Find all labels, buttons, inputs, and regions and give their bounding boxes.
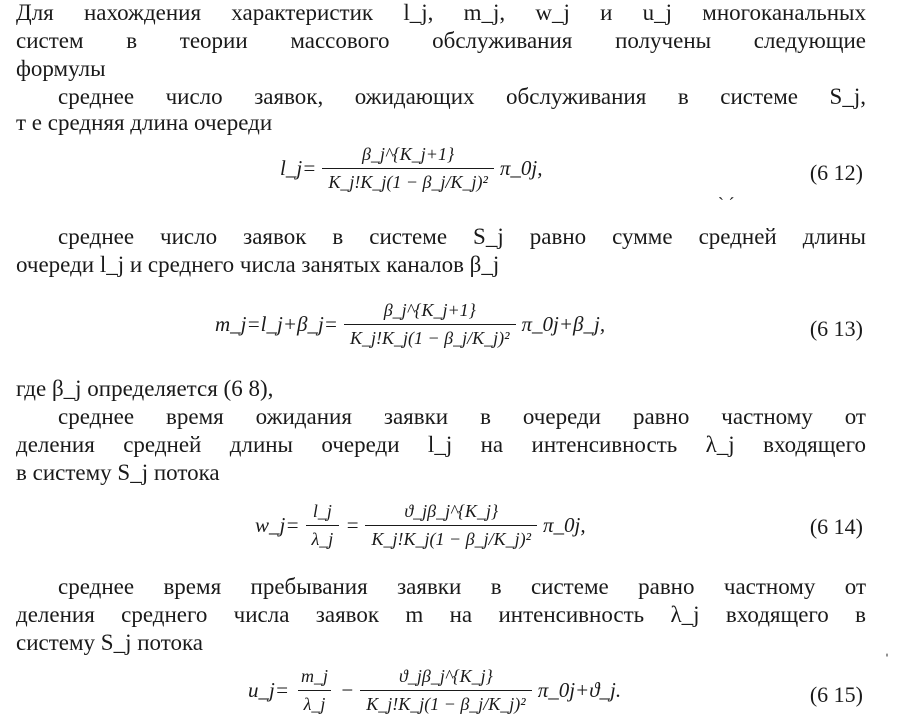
eq12-lhs: l_j= (280, 155, 317, 180)
p3-line-3: деления средней длины очереди l_j на интенсивность λ_j входящего (16, 432, 866, 457)
eq14-tail: π_0j, (543, 512, 586, 537)
eq12-denominator: K_j!K_j(1 − β_j/K_j)² (322, 168, 494, 193)
intro-line-3: формулы (16, 56, 106, 81)
p2-line-2: очереди l_j и среднего числа занятых каналов β_j (16, 252, 500, 277)
eq12-fraction (322, 144, 494, 193)
eq15-lhs-numerator: m_j (301, 665, 329, 686)
eq14-numerator: ϑ_jβ_j^{K_j} (404, 500, 499, 521)
eq14-denominator: K_j!K_j(1 − β_j/K_j)² (365, 525, 537, 550)
eq13-label: (6 13) (809, 316, 863, 341)
stray-mark-2: ˈ (884, 650, 890, 670)
eq14-fraction (365, 501, 537, 550)
p3-line-1: где β_j определяется (6 8), (16, 376, 274, 401)
eq15-lhs-denominator: λ_j (298, 690, 332, 715)
p1-line-1: среднее число заявок, ожидающих обслуживания в системе S_j, (58, 84, 866, 109)
eq15-minus: − (340, 677, 355, 702)
equation-6-13 (215, 292, 605, 356)
equation-6-15 (248, 662, 621, 718)
eq15-label: (6 15) (809, 682, 863, 707)
eq13-lhs: m_j=l_j+β_j= (215, 311, 338, 336)
eq14-lhs-fraction (306, 501, 340, 550)
stray-mark-1: ˋ ˊ (718, 194, 735, 214)
eq15-lhs-prefix: u_j= (248, 677, 290, 702)
eq14-label: (6 14) (809, 514, 863, 539)
eq12-label: (6 12) (809, 160, 863, 185)
eq15-fraction (360, 666, 532, 715)
eq15-denominator: K_j!K_j(1 − β_j/K_j)² (360, 690, 532, 715)
eq14-equals: = (345, 512, 360, 537)
intro-line-2: систем в теории массового обслуживания получены следующие (16, 28, 866, 53)
p4-line-2: деления среднего числа заявок m на интенсивность λ_j входящего в (16, 602, 866, 627)
p3-line-4: в систему S_j потока (16, 460, 220, 485)
p2-line-1: среднее число заявок в системе S_j равно сумме средней длины (58, 224, 866, 249)
eq15-numerator: ϑ_jβ_j^{K_j} (399, 665, 493, 686)
equation-6-14 (255, 494, 586, 556)
eq13-numerator: β_j^{K_j+1} (383, 299, 476, 320)
eq14-lhs-denominator: λ_j (306, 525, 340, 550)
eq15-tail: π_0j+ϑ_j. (537, 677, 622, 702)
eq13-tail: π_0j+β_j, (521, 311, 606, 336)
eq12-numerator: β_j^{K_j+1} (362, 143, 455, 164)
eq13-fraction (344, 300, 516, 349)
eq14-lhs-numerator: l_j (312, 500, 332, 521)
p4-line-3: систему S_j потока (16, 630, 204, 655)
intro-line-1: Для нахождения характеристик l_j, m_j, w_j и u_j многоканальных (16, 0, 866, 25)
p4-line-1: среднее время пребывания заявки в системе равно частному от (58, 574, 866, 599)
eq12-tail: π_0j, (499, 155, 543, 180)
p3-line-2: среднее время ожидания заявки в очереди равно частному от (58, 404, 866, 429)
eq14-lhs-prefix: w_j= (255, 512, 300, 537)
eq15-lhs-fraction (295, 666, 334, 715)
equation-6-12 (280, 138, 542, 198)
eq13-denominator: K_j!K_j(1 − β_j/K_j)² (344, 324, 516, 349)
p1-line-2: т е средняя длина очереди (16, 110, 273, 135)
